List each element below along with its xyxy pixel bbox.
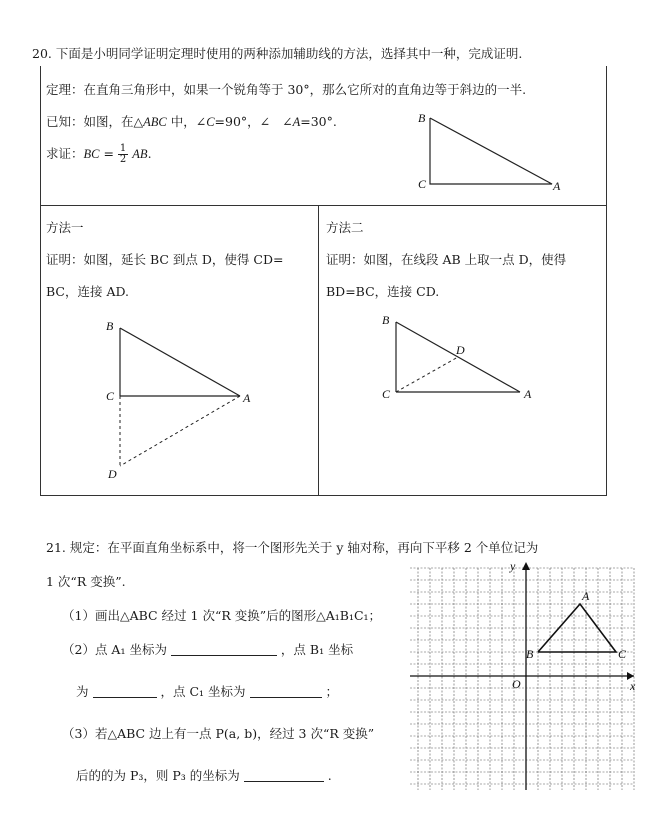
label-B: B: [418, 111, 426, 125]
q21-intro-line2: 1 次“R 变换”.: [46, 574, 126, 589]
origin-label: O: [512, 677, 521, 691]
q20-title: 20. 下面是小明同学证明定理时使用的两种添加辅助线的方法，选择其中一种，完成证明.: [32, 46, 523, 61]
method2-line1: 证明：如图，在线段 AB 上取一点 D，使得: [326, 252, 567, 267]
q21-part3-line1: （3）若△ABC 边上有一点 P(a, b)，经过 3 次“R 变换”: [62, 726, 375, 741]
answer-blank-C1[interactable]: [250, 697, 322, 698]
method1-title: 方法一: [46, 220, 84, 235]
q21-intro-line1: 21. 规定：在平面直角坐标系中，将一个图形先关于 y 轴对称，再向下平移 2 个单位记为: [46, 540, 539, 555]
grid-label-B: B: [526, 647, 534, 661]
m1-label-A: A: [243, 391, 251, 405]
m1-label-D: D: [108, 467, 117, 481]
answer-blank-A1[interactable]: [171, 655, 277, 656]
q21-part1: （1）画出△ABC 经过 1 次“R 变换”后的图形△A₁B₁C₁；: [62, 608, 382, 623]
label-A: A: [553, 179, 561, 193]
q21-part3-line2: 后的的为 P₃，则 P₃ 的坐标为 .: [76, 768, 332, 783]
method1-figure: [100, 318, 270, 483]
answer-blank-P3[interactable]: [244, 781, 324, 782]
method1-line1: 证明：如图，延长 BC 到点 D，使得 CD=: [46, 252, 284, 267]
q21-part2-line1: （2）点 A₁ 坐标为 ，点 B₁ 坐标: [62, 642, 354, 657]
coordinate-grid: [408, 558, 638, 793]
q20-box-bottom: [40, 495, 607, 496]
m1-label-C: C: [106, 389, 115, 403]
theorem-text: 定理：在直角三角形中，如果一个锐角等于 30°，那么它所对的直角边等于斜边的一半.: [46, 82, 527, 97]
m2-label-A: A: [524, 387, 532, 401]
label-C: C: [418, 177, 427, 191]
q20-box-mid-divider: [40, 205, 607, 206]
answer-blank-B1[interactable]: [93, 697, 157, 698]
given-triangle-figure: [410, 108, 570, 193]
grid-label-A: A: [582, 589, 590, 603]
method1-line2: BC，连接 AD.: [46, 284, 130, 299]
method2-line2: BD=BC，连接 CD.: [326, 284, 440, 299]
q20-box-right: [606, 66, 607, 496]
y-axis-arrow: [522, 562, 530, 570]
prove-text: 求证：BC = $\frac{1}{2}$ AB.: [46, 143, 152, 165]
q20-box-method-divider: [318, 205, 319, 495]
y-axis-label: y: [510, 559, 516, 573]
x-axis-label: x: [630, 679, 636, 693]
m2-label-D: D: [456, 343, 465, 357]
grid-label-C: C: [618, 647, 627, 661]
q20-box-left: [40, 66, 41, 496]
fraction-one-half: $\frac{1}{2}$: [119, 143, 127, 165]
m1-label-B: B: [106, 319, 114, 333]
method2-title: 方法二: [326, 220, 364, 235]
m2-label-B: B: [382, 313, 390, 327]
m2-label-C: C: [382, 387, 391, 401]
given-text: 已知：如图，在△ABC 中，∠C=90°，∠ ∠A=30°.: [46, 114, 337, 129]
method2-figure: [378, 310, 548, 405]
q21-part2-line2: 为 ，点 C₁ 坐标为 ；: [76, 684, 338, 699]
